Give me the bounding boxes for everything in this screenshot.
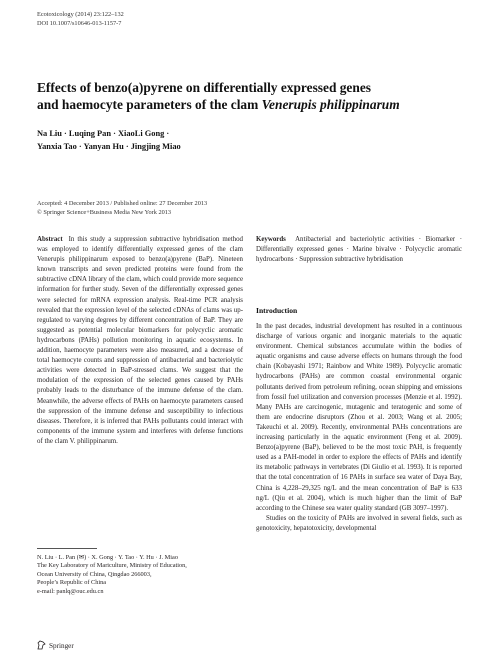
springer-horse-icon [37,640,46,652]
authors-line-1: Na Liu · Luqing Pan · XiaoLi Gong · [37,129,170,138]
affiliation-footnote [37,554,243,596]
dates-line: Accepted: 4 December 2013 / Published online: 27 December 2013 [37,200,208,207]
authors-line-2: Yanxia Tao · Yanyan Hu · Jingjing Miao [37,141,181,151]
affiliation-university: Ocean University of China, Qingdao 266003, [37,570,152,578]
introduction-paragraph-1: In the past decades, industrial development has resulted in a continuous discharge of various organic and inorganic materials to the aquatic environment. Chemical substances accumulate within the bodies of aquatic organisms and cause adverse effects on humans through the food chain (Kobayashi 1971; Rainbow and White 1989). Polycyclic aromatic hydrocarbons (PAHs) are common coastal environmental organic pollutants derived from petroleum refining, ocean shipping and emissions from fossil fuel utilization and conversion processes (Menzie et al. 1992). Many PAHs are carcinogenic, mutagenic and teratogenic and some of them are endocrine disruptors (Zhou et al. 2003; Wang et al. 2005; Takeuchi et al. 2009). Recently, environmental PAHs concentrations are increasing particularly in the aquatic environment (Feng et al. 2009). Benzo(a)pyrene (BaP), believed to be the most toxic PAH, is frequently used as a PAH-model in order to explore the effects of PAHs and identify its metabolic pathways in vertebrates (Di Giulio et al. 1993). It is reported that the total concentration of 16 PAHs in surface sea water of Daya Bay, China is 4,228–29,325 ng/L and the mean concentration of BaP is 633 ng/L (Qiu et al. 2004), which is much higher than the limit of BaP according to the Chinese sea water quality standard (GB 3097–1997). [256,323,462,512]
footnote-divider [37,548,97,549]
abstract [37,235,243,447]
affiliation-lab: The Key Laboratory of Mariculture, Ministry of Education, [37,562,187,570]
abstract-heading: Abstract [37,236,63,243]
introduction-paragraph-2: Studies on the toxicity of PAHs are involved in several fields, such as genotoxicity, hepatotoxicity, developmental [256,514,462,532]
abstract-text: In this study a suppression subtractive hybridisation method was employed to identify differentially expressed genes of the clam Venerupis philippinarum exposed to benzo(a)pyrene (BaP). Nineteen known transcripts and seven predicted proteins were found from the subtractive cDNA library of the clam, which could provide more sequence information for further study. Seven of the differentially expressed genes were selected for mRNA expression analysis. Real-time PCR analysis revealed that the expression level of the selected cDNAs of clams was up-regulated to varying degrees by different concentration of BaP. They are suggested as potential molecular biomarkers for polycyclic aromatic hydrocarbons (PAHs) pollution monitoring in aquatic ecosystems. In addition, haemocyte parameters were also measured, and a decrease of total haemocyte counts and suppression of antibacterial and bacteriolytic activities were detected in BaP-stressed clams. We suggest that the modulation of the expression of the selected genes caused by PAHs probably leads to the disturbance of the immune defense of the clam. Meanwhile, the adverse effects of PAHs on haemocyte parameters caused the suppression of the immune defense and susceptibility to infectious diseases. Therefore, it is inferred that PAHs pollutants could interact with components of the immune system and interferes with defense functions of the clam V. philippinarum. [37,236,243,445]
article-title [37,80,467,113]
species-name: Venerupis philippinarum [261,96,400,112]
affiliation-authors: N. Liu · L. Pan (✉) · X. Gong · Y. Tao · Y. Hu · J. Miao [37,554,178,561]
author-list [37,128,397,153]
publication-dates [37,200,207,218]
publisher-name: Springer [49,642,74,650]
introduction-body [256,322,462,534]
keywords-text: Antibacterial and bacteriolytic activities · Biomarker · Differentially expressed genes · Marine bivalve · Polycyclic aromatic hydrocarbons · Suppression subtractive hybridisation [256,236,462,264]
keywords [256,235,462,265]
journal-citation: Ecotoxicology (2014) 23:122–132 [37,11,124,18]
publisher-footer [37,640,74,652]
keywords-heading: Keywords [256,236,286,243]
title-line-2: and haemocyte parameters of the clam Venerupis philippinarum [37,96,400,112]
copyright-line: © Springer Science+Business Media New York 2013 [37,208,172,216]
introduction-heading: Introduction [256,306,298,315]
affiliation-country: People’s Republic of China [37,579,107,587]
title-line-1: Effects of benzo(a)pyrene on differentially expressed genes [37,80,371,95]
journal-header [37,11,124,28]
doi: DOI 10.1007/s10646-013-1157-7 [37,19,122,27]
affiliation-email: e-mail: panlq@ouc.edu.cn [37,587,104,595]
